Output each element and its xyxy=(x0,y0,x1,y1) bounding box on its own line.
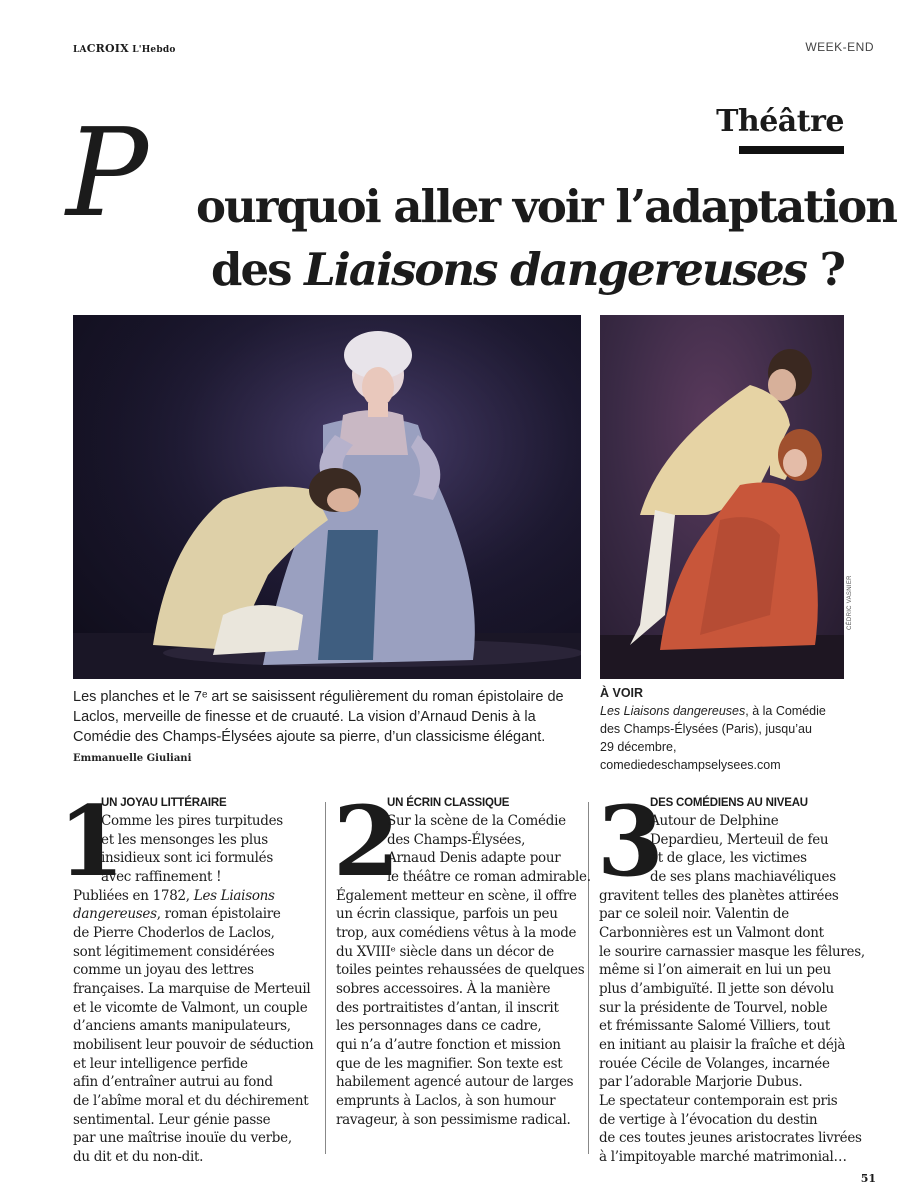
body-line: insidieux sont ici formulés xyxy=(101,850,273,866)
photo-stage-scene-2 xyxy=(600,315,844,679)
body-line: le sourire carnassier masque les fêlures, xyxy=(599,944,865,960)
title-line-2 xyxy=(211,245,844,295)
body-line: du XVIIIᵉ siècle dans un décor de xyxy=(336,944,554,960)
brand-la: LA xyxy=(73,45,87,55)
body-line: gravitent telles des planètes attirées xyxy=(599,888,839,904)
body-line: avec raffinement ! xyxy=(101,869,222,885)
body-line: mobilisent leur pouvoir de séduction xyxy=(73,1037,314,1053)
rubric-underline xyxy=(739,146,844,154)
caption-author: Emmanuelle Giuliani xyxy=(73,753,192,764)
photo-stage-scene-1 xyxy=(73,315,581,679)
body-line: un écrin classique, parfois un peu xyxy=(336,906,558,922)
body-line: en initiant au plaisir la fraîche et déjà xyxy=(599,1037,846,1053)
body-line: plus d’ambiguïté. Il jette son dévolu xyxy=(599,981,834,997)
section-heading: UN JOYAU LITTÉRAIRE xyxy=(101,797,227,809)
body-line: trop, aux comédiens vêtus à la mode xyxy=(336,925,577,941)
section-number: 2 xyxy=(333,785,396,898)
body-line: de ses plans machiavéliques xyxy=(650,869,836,885)
title-initial: P xyxy=(66,102,143,244)
section-label: WEEK-END xyxy=(805,40,874,54)
brand-logo xyxy=(73,42,176,55)
title-line-2-post: ? xyxy=(805,243,844,296)
body-line: qui n’a d’autre fonction et mission xyxy=(336,1037,561,1053)
a-voir-line-1 xyxy=(600,702,860,720)
a-voir-title: Les Liaisons dangereuses xyxy=(600,704,746,718)
body-line: sur la présidente de Tourvel, noble xyxy=(599,1000,828,1016)
title-line-1: ourquoi aller voir l’adaptation xyxy=(196,180,896,233)
body-line: et les mensonges les plus xyxy=(101,832,268,848)
body-line: ravageur, à son pessimisme radical. xyxy=(336,1112,571,1128)
body-line: de l’abîme moral et du déchirement xyxy=(73,1093,309,1109)
rubric-title: Théâtre xyxy=(716,104,844,139)
a-voir-line-2: des Champs-Élysées (Paris), jusqu’au xyxy=(600,722,812,736)
body-line: des portraitistes d’antan, il inscrit xyxy=(336,1000,559,1016)
body-line: même si l’on aimerait en lui un peu xyxy=(599,962,831,978)
body-line: Également metteur en scène, il offre xyxy=(336,888,577,904)
brand-hebdo: L'Hebdo xyxy=(128,45,176,55)
body-line: les personnages dans ce cadre, xyxy=(336,1018,542,1034)
body-line: et leur intelligence perfide xyxy=(73,1056,248,1072)
title-line-2-pre: des xyxy=(210,243,305,296)
a-voir-rest-1: , à la Comédie xyxy=(745,704,826,718)
a-voir-heading: À VOIR xyxy=(600,686,644,700)
body-line: Publiées en 1782, Les Liaisons xyxy=(73,888,275,904)
body-line: emprunts à Laclos, à son humour xyxy=(336,1093,556,1109)
body-line: à l’impitoyable marché matrimonial… xyxy=(599,1149,847,1165)
caption-text: Les planches et le 7ᵉ art se saisissent régulièrement du roman épistolaire de Laclos, merveille de finesse et de cruauté. La vision d’Arnaud Denis à la Comédie des Champs-Élysées ajoute sa pierre, d’un classicisme élégant. xyxy=(73,689,564,745)
body-line: Arnaud Denis adapte pour xyxy=(387,850,561,866)
body-line: et frémissante Salomé Villiers, tout xyxy=(599,1018,831,1034)
page-number: 51 xyxy=(860,1172,876,1185)
section-number: 3 xyxy=(597,785,660,898)
body-line: toiles peintes rehaussées de quelques xyxy=(336,962,585,978)
body-line: Sur la scène de la Comédie xyxy=(387,813,566,829)
body-line: rouée Cécile de Volanges, incarnée xyxy=(599,1056,830,1072)
body-line: et de glace, les victimes xyxy=(650,850,807,866)
body-line: sentimental. Leur génie passe xyxy=(73,1112,271,1128)
body-line: Carbonnières est un Valmont dont xyxy=(599,925,824,941)
body-line: Comme les pires turpitudes xyxy=(101,813,283,829)
body-line: habilement agencé autour de larges xyxy=(336,1074,574,1090)
body-line: que de les magnifier. Son texte est xyxy=(336,1056,563,1072)
body-line: sobres accessoires. À la manière xyxy=(336,981,551,997)
body-line: de vertige à l’évocation du destin xyxy=(599,1112,818,1128)
body-line: le théâtre ce roman admirable. xyxy=(387,869,591,885)
body-line: par une maîtrise inouïe du verbe, xyxy=(73,1130,292,1146)
body-line: Autour de Delphine xyxy=(650,813,779,829)
body-line: Le spectateur contemporain est pris xyxy=(599,1093,838,1109)
a-voir-line-3: 29 décembre, comediedeschampselysees.com xyxy=(600,740,781,772)
body-line: et le vicomte de Valmont, un couple xyxy=(73,1000,308,1016)
photo-credit: CÉDRIC VASNIER xyxy=(847,575,853,630)
a-voir-box xyxy=(600,684,860,774)
column-divider xyxy=(325,802,326,1154)
column-divider xyxy=(588,802,589,1154)
body-line: Depardieu, Merteuil de feu xyxy=(650,832,829,848)
title-line-2-italic: Liaisons dangereuses xyxy=(304,243,806,296)
section-heading: DES COMÉDIENS AU NIVEAU xyxy=(650,797,808,809)
photo-caption xyxy=(73,687,593,769)
body-line: sont légitimement considérées xyxy=(73,944,275,960)
body-line: de Pierre Choderlos de Laclos, xyxy=(73,925,275,941)
section-heading: UN ÉCRIN CLASSIQUE xyxy=(387,797,510,809)
body-line: comme un joyau des lettres xyxy=(73,962,254,978)
body-line: françaises. La marquise de Merteuil xyxy=(73,981,311,997)
body-line: du dit et du non-dit. xyxy=(73,1149,204,1165)
body-line: d’anciens amants manipulateurs, xyxy=(73,1018,291,1034)
section-number: 1 xyxy=(58,785,121,898)
brand-croix: CROIX xyxy=(86,42,129,55)
body-line: des Champs-Élysées, xyxy=(387,832,526,848)
body-line: par l’adorable Marjorie Dubus. xyxy=(599,1074,803,1090)
body-line: de ces toutes jeunes aristocrates livrées xyxy=(599,1130,862,1146)
body-line: dangereuses, roman épistolaire xyxy=(73,906,281,922)
body-line: par ce soleil noir. Valentin de xyxy=(599,906,789,922)
body-line: afin d’entraîner autrui au fond xyxy=(73,1074,273,1090)
